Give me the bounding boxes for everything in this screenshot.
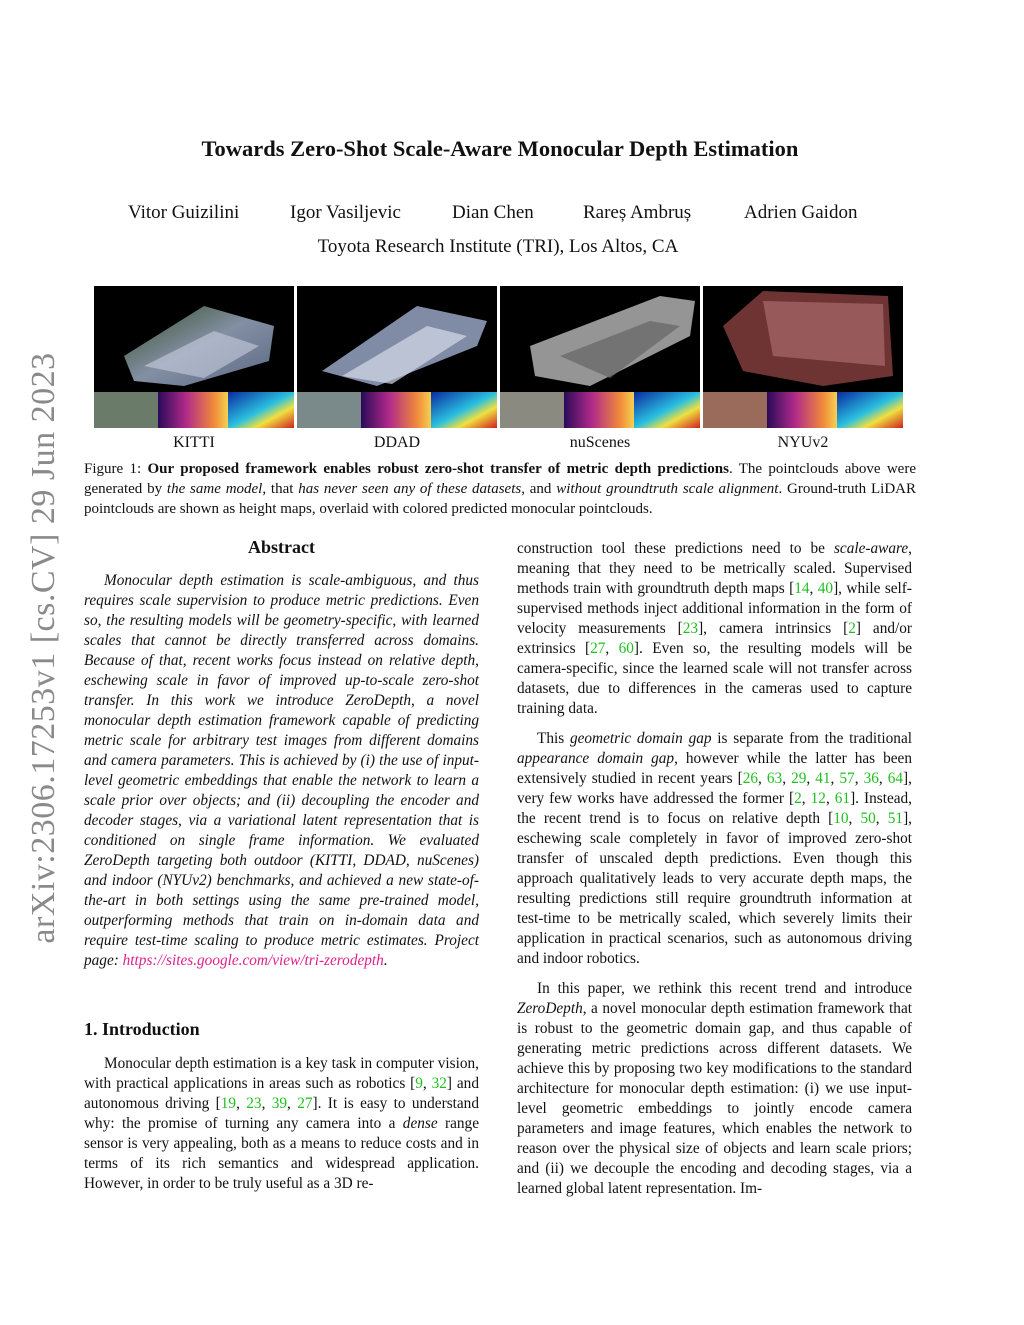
caption-italic: has never seen any of these datasets (298, 481, 522, 497)
italic-text: scale-aware (833, 540, 909, 557)
panel-label-nyuv2: NYUv2 (777, 434, 829, 451)
nyuv2-pointcloud-image (703, 286, 903, 428)
text: ]. Instead, the recent trend is to focus on relative depth [ (517, 790, 912, 827)
text: ] and autonomous driving [ (84, 1075, 479, 1112)
italic-text: geometric domain gap (569, 730, 712, 747)
caption-italic: without groundtruth scale alignment (556, 481, 779, 497)
citation[interactable]: 9 (415, 1075, 423, 1092)
citation[interactable]: 51 (887, 810, 904, 827)
abstract-heading: Abstract (248, 537, 315, 557)
text: , (261, 1095, 272, 1112)
right-paragraph-1 (517, 539, 912, 719)
text: , (236, 1095, 247, 1112)
author-list (128, 202, 868, 228)
text: , (801, 790, 811, 807)
italic-text: dense (402, 1115, 438, 1132)
text: , (830, 770, 840, 787)
citation[interactable]: 39 (271, 1095, 288, 1112)
citation[interactable]: 23 (682, 620, 699, 637)
caption-text: , that (262, 481, 299, 497)
text: Monocular depth estimation is a key task in computer vision, with practical applications in areas such as robotics [ (84, 1055, 479, 1092)
text: ], while self-supervised methods inject additional information in the form of velocity measurements [ (517, 580, 912, 637)
text: range sensor is very appealing, both as a means to reduce costs and in terms of its rich semantics and widespread application. However, in order to be truly useful as a 3D re- (84, 1115, 479, 1192)
right-paragraph-2 (517, 729, 912, 969)
citation[interactable]: 27 (297, 1095, 313, 1112)
author-5: Adrien Gaidon (744, 202, 858, 223)
text: , however while the latter has been extensively studied in recent years [ (517, 750, 912, 787)
text: ]. Even so, the resulting models will be camera-specific, since the learned scale will not transfer across datasets, due to differences in the cameras used to capture training data. (517, 640, 913, 717)
text: , (287, 1095, 298, 1112)
text: , (422, 1075, 432, 1092)
text: In this paper, we rethink this recent trend and introduce (537, 980, 912, 997)
ddad-pointcloud-image (297, 286, 497, 428)
citation[interactable]: 19 (220, 1095, 237, 1112)
caption-text: . The pointclouds above were generated by (84, 461, 916, 497)
citation[interactable]: 63 (766, 770, 783, 787)
citation[interactable]: 10 (833, 810, 849, 827)
affiliation: Toyota Research Institute (TRI), Los Altos, CA (317, 236, 679, 257)
text: This (537, 730, 570, 747)
figure-panel-nuscenes (500, 286, 700, 428)
text: construction tool these predictions need to be (517, 540, 834, 557)
project-page-link[interactable]: https://sites.google.com/view/tri-zerodepth (122, 952, 384, 969)
text: , (782, 770, 792, 787)
text: ], camera intrinsics [ (698, 620, 849, 637)
italic-text: appearance domain gap (517, 750, 675, 767)
caption-label: Figure 1: (84, 461, 142, 477)
text: , (806, 770, 816, 787)
text: , meaning that they need to be metrically scaled. Supervised methods train with groundtruth depth maps [ (517, 540, 912, 597)
text: ] and/or extrinsics [ (517, 620, 912, 657)
citation[interactable]: 12 (810, 790, 826, 807)
abstract-end: . (383, 952, 388, 969)
citation[interactable]: 64 (887, 770, 904, 787)
text: , a novel monocular depth estimation framework that is robust to the geometric domain gap, and thus capable of generating metric predictions across different datasets. We achieve this by proposing two key modifications to the standard architecture for monocular depth estimation: (i) we use input-level geometric embeddings to jointly encode camera parameters and image features, which enables the network to reason over the physical size of objects and learn scale priors; and (ii) we decouple the encoding and decoding stages, via a learned global latent representation. Im- (517, 1000, 912, 1197)
arxiv-stamp-text: arXiv:2306.17253v1 [cs.CV] 29 Jun 2023 (25, 351, 62, 944)
text: , (809, 580, 818, 597)
text: ], eschewing scale completely in favor of improved zero-shot transfer of unscaled depth predictions. Even though this approach qualitatively leads to very accurate depth maps, the resulting predictions still require groundtruth information at test-time to be metrically scaled, which severely limits their application in practical scenarios, such as autonomous driving and indoor robotics. (517, 810, 912, 967)
author-2: Igor Vasiljevic (290, 202, 401, 223)
figure-panel-ddad (297, 286, 497, 428)
panel-label-kitti: KITTI (173, 434, 215, 451)
text: , (854, 770, 864, 787)
text: , (758, 770, 767, 787)
citation[interactable]: 40 (817, 580, 834, 597)
intro-paragraph (84, 1054, 479, 1194)
text: is separate from the traditional (711, 730, 912, 747)
caption-italic: the same model (166, 481, 263, 497)
figure-panel-nyuv2 (703, 286, 903, 428)
panel-label-nuscenes: nuScenes (569, 434, 631, 451)
citation[interactable]: 23 (246, 1095, 262, 1112)
citation[interactable]: 27 (590, 640, 606, 657)
caption-text: , and (521, 481, 557, 497)
author-3: Dian Chen (452, 202, 534, 223)
text: , (875, 810, 888, 827)
caption-bold: Our proposed framework enables robust zero-shot transfer of metric depth predictions (147, 461, 729, 477)
citation[interactable]: 2 (794, 790, 802, 807)
text: ]. It is easy to understand why: the promise of turning any camera into a (84, 1095, 479, 1132)
citation[interactable]: 26 (742, 770, 759, 787)
abstract-text: Monocular depth estimation is scale-ambiguous, and thus requires scale supervision to produce metric predictions. Even so, the resulting models will be geometry-specific, with learned scales that cannot be directly transferred across domains. Because of that, recent works focus instead on relative depth, eschewing scale in favor of improved up-to-scale zero-shot transfer. In this work we introduce ZeroDepth, a novel monocular depth estimation framework capable of predicting metric scale for arbitrary test images from different domains and camera parameters. This is achieved by (i) the use of input-level geometric embeddings that enable the network to learn a scale prior over objects; and (ii) decoupling the encoder and decoder stages, via a variational latent representation that is conditioned on single frame information. We evaluated ZeroDepth targeting both outdoor (KITTI, DDAD, nuScenes) and indoor (NYUv2) benchmarks, and achieved a new state-of-the-art in both settings using the same pre-trained model, outperforming methods that train on in-domain data and require test-time scaling to produce metric estimates. Project page: (84, 572, 479, 969)
text: , (848, 810, 861, 827)
arxiv-stamp (24, 351, 64, 944)
citation[interactable]: 41 (815, 770, 831, 787)
right-paragraph-3 (517, 979, 912, 1199)
citation[interactable]: 14 (794, 580, 810, 597)
text: , (825, 790, 835, 807)
citation[interactable]: 2 (848, 620, 856, 637)
figure-caption (84, 459, 916, 519)
caption-text: . Ground-truth LiDAR pointclouds are shown as height maps, overlaid with colored predicted monocular pointclouds. (84, 481, 916, 517)
italic-text: ZeroDepth (517, 1000, 583, 1017)
citation[interactable]: 32 (431, 1075, 447, 1092)
citation[interactable]: 61 (834, 790, 851, 807)
author-1: Vitor Guizilini (128, 202, 240, 223)
panel-label-ddad: DDAD (373, 434, 421, 451)
text: ], very few works have addressed the former [ (517, 770, 912, 807)
citation[interactable]: 29 (791, 770, 807, 787)
text: , (878, 770, 888, 787)
right-column (517, 539, 912, 1199)
citation[interactable]: 57 (839, 770, 855, 787)
kitti-pointcloud-image (94, 286, 294, 428)
intro-heading: 1. Introduction (84, 1019, 200, 1039)
nuscenes-pointcloud-image (500, 286, 700, 428)
paper-title: Towards Zero-Shot Scale-Aware Monocular Depth Estimation (201, 136, 799, 161)
citation[interactable]: 60 (618, 640, 634, 657)
citation[interactable]: 36 (863, 770, 879, 787)
abstract-body (84, 571, 479, 971)
figure-panel-kitti (94, 286, 294, 428)
citation[interactable]: 50 (860, 810, 876, 827)
author-4: Rareș Ambruș (583, 202, 692, 223)
text: , (605, 640, 619, 657)
